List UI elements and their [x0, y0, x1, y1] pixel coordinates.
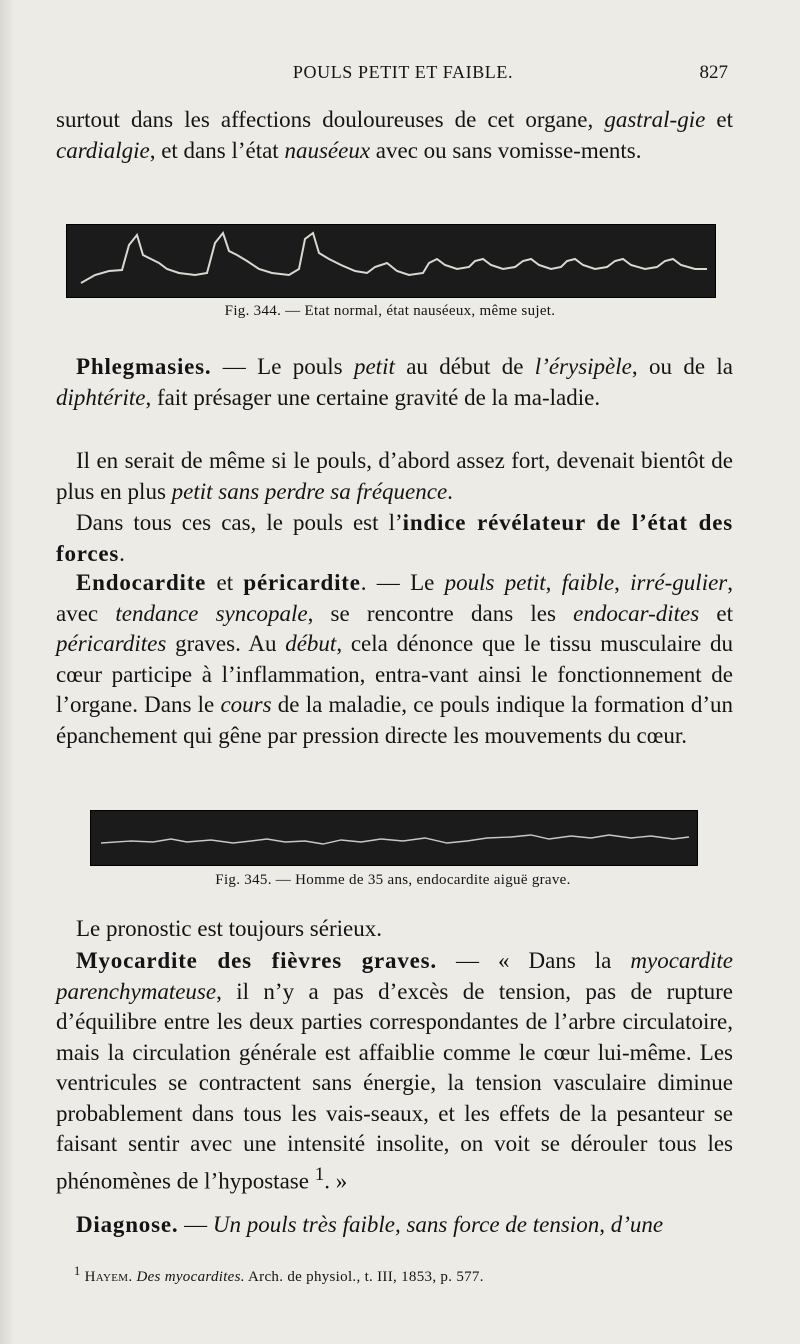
footnote-author: Hayem. — [84, 1269, 133, 1285]
paragraph-1 — [56, 105, 733, 166]
section-heading-phlegmasies: Phlegmasies. — [76, 354, 212, 379]
paragraph-3 — [56, 446, 733, 507]
term: irré-gulier — [630, 570, 728, 595]
text: au début de — [394, 354, 535, 379]
text: avec ou sans vomisse-ments. — [370, 137, 642, 163]
pulse-tracing-figure-345 — [90, 810, 698, 866]
section-heading-endocardite: Endocardite — [76, 570, 207, 595]
text: , fait présager une certaine gravité de la ma-ladie. — [145, 384, 601, 410]
term: pouls petit — [444, 570, 546, 595]
term-myocardite-parenchymateuse: myocardite parenchymateuse — [56, 948, 734, 1004]
pulse-tracing-344-line — [81, 233, 707, 283]
text: surtout dans les affections douloureuses de cet organe, — [56, 107, 605, 132]
paragraph-4 — [56, 508, 733, 569]
term: cours — [220, 692, 272, 717]
pulse-tracing-344-svg — [67, 225, 715, 297]
text: graves. Au — [166, 631, 286, 656]
text: — — [178, 1212, 213, 1237]
text: — Le pouls — [211, 354, 354, 379]
footnote — [74, 1264, 484, 1286]
text: . » — [324, 1168, 348, 1194]
running-head — [78, 62, 728, 88]
pulse-tracing-345-svg — [91, 811, 697, 865]
term-diphterite: diphtérite — [56, 384, 146, 410]
paragraph-diagnose — [56, 1210, 733, 1241]
text: , il n’y a pas d’excès de tension, pas de rupture d’équilibre entre les deux parties correspondantes de l’arbre circulatoire, mais la circulation générale est affaiblie comme le cœur lui-même. Les ventricules se contractent sans énergie, la tension vasculaire diminue probablement dans tous les vais-seaux, et les effets de la pesanteur se faisant sentir avec une intensité insolite, on voit se dérouler tous les phénomènes de l’hypostase — [56, 978, 733, 1194]
text: , ou de la — [631, 354, 733, 379]
footnote-mark: 1 — [74, 1264, 81, 1278]
emphasis-indice-revelateur: indice révélateur de l’état des forces — [56, 510, 733, 566]
term-petit: petit — [353, 354, 395, 379]
paragraph-myocardite — [56, 946, 733, 1197]
text: . — [447, 478, 453, 504]
text: de la maladie, ce pouls indique la formation d’un épanchement qui gêne par pression directe les mouvements du cœur. — [56, 692, 733, 748]
figure-345-caption: Fig. 345. — Homme de 35 ans, endocardite aiguë grave. — [215, 872, 571, 888]
section-heading-diagnose: Diagnose. — [76, 1212, 179, 1237]
text: , et dans l’état — [149, 137, 285, 163]
page-number: 827 — [699, 62, 728, 83]
term: péricardites — [56, 631, 167, 656]
term: tendance syncopale — [115, 600, 308, 626]
footnote-reference: 1 — [314, 1163, 325, 1185]
term: faible — [561, 570, 615, 595]
text: . — [119, 540, 125, 566]
section-heading-pericardite: péricardite — [243, 570, 361, 595]
pulse-tracing-figure-344 — [66, 224, 716, 298]
text: . — Le — [360, 570, 445, 595]
running-title: POULS PETIT ET FAIBLE. — [292, 62, 514, 82]
paragraph-endocardite — [56, 568, 733, 751]
term-petit-sans-perdre: petit sans perdre sa fréquence — [171, 478, 448, 504]
term: début — [285, 631, 337, 656]
text: Dans tous ces cas, le pouls est l’ — [76, 510, 403, 535]
text: et — [206, 570, 244, 595]
text: Il en serait de même si le pouls, d’abord assez fort, devenait bientôt de plus en plus — [56, 448, 733, 504]
text: et — [705, 107, 733, 132]
pulse-tracing-345-line — [101, 835, 689, 844]
term-cardialgie: cardialgie — [56, 137, 150, 163]
text: , avec — [56, 570, 733, 626]
term: Un pouls très faible, sans force de tension, d’une — [212, 1212, 664, 1237]
footnote-title: Des myocardites. — [132, 1269, 245, 1285]
figure-344-caption: Fig. 344. — Etat normal, état nauséeux, même sujet. — [224, 303, 556, 319]
text: et — [699, 600, 733, 626]
footnote-citation: Arch. de physiol., t. III, 1853, p. 577. — [244, 1269, 484, 1285]
text: , se rencontre dans les — [307, 600, 574, 626]
page-gutter-shade — [0, 0, 14, 1344]
term-nauseeux: nauséeux — [284, 137, 371, 163]
text: Le pronostic est toujours sérieux. — [76, 916, 382, 941]
text: , — [614, 570, 631, 595]
term-erysipele: l’érysipèle — [534, 354, 632, 379]
paragraph-pronostic — [56, 914, 733, 945]
text: — « Dans la — [436, 948, 631, 973]
term-gastralgie: gastral-gie — [604, 107, 706, 132]
text: , cela dénonce que le tissu musculaire du cœur participe à l’inflammation, entra-vant ainsi le fonctionnement de l’organe. Dans le — [56, 631, 733, 717]
text: , — [545, 570, 562, 595]
term: endocar-dites — [573, 600, 700, 626]
paragraph-phlegmasies — [56, 352, 733, 413]
section-heading-myocardite: Myocardite des fièvres graves. — [76, 948, 437, 973]
